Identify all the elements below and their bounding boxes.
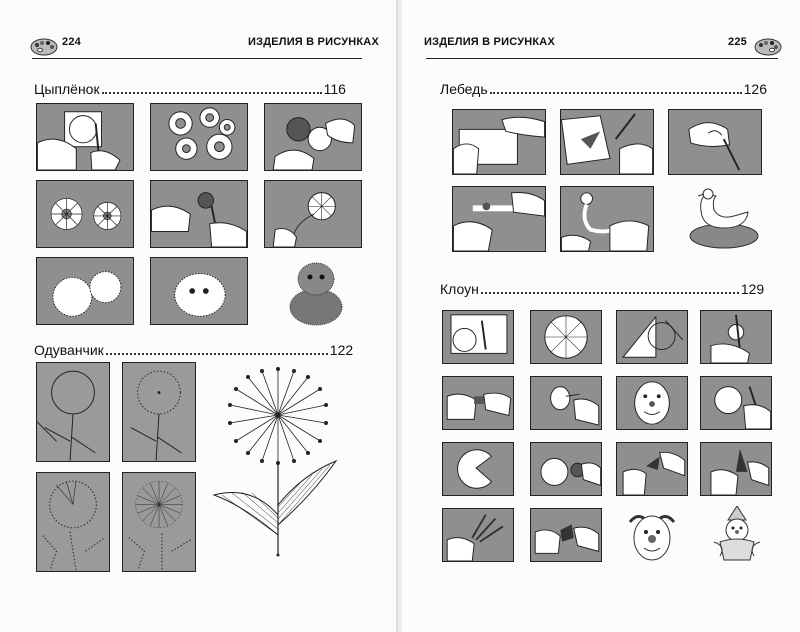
- clown-step-9: [442, 442, 514, 496]
- clown-step-12: [700, 442, 772, 496]
- clown-step-13: [442, 508, 514, 562]
- dandelion-step-1: [36, 362, 110, 462]
- section-heading-dandelion: [34, 341, 353, 359]
- left-page-number: 224: [62, 36, 81, 48]
- section-page: 126: [743, 81, 767, 97]
- right-page-number: 225: [728, 36, 747, 48]
- clown-step-4: [700, 310, 772, 364]
- header-rule: [426, 58, 778, 59]
- clown-step-8: [700, 376, 772, 430]
- dandelion-step-3: [36, 472, 110, 572]
- left-running-title: ИЗДЕЛИЯ В РИСУНКАХ: [248, 36, 379, 48]
- dandelion-step-2: [122, 362, 196, 462]
- clown-face-finished: [624, 508, 680, 564]
- dandelion-finished: [212, 365, 340, 565]
- right-page: [402, 0, 800, 632]
- header-rule: [32, 58, 362, 59]
- clown-step-5: [442, 376, 514, 430]
- section-heading-clown: [440, 280, 764, 298]
- section-page: 122: [329, 342, 354, 358]
- section-page: 116: [323, 81, 346, 97]
- clown-step-7: [616, 376, 688, 430]
- chick-step-6: [264, 180, 362, 248]
- chick-step-3: [264, 103, 362, 171]
- clown-step-6: [530, 376, 602, 430]
- section-title: Цыплёнок: [34, 81, 100, 97]
- clown-step-11: [616, 442, 688, 496]
- swan-step-5: [560, 186, 654, 252]
- dandelion-step-4: [122, 472, 196, 572]
- clown-step-2: [530, 310, 602, 364]
- right-running-title: ИЗДЕЛИЯ В РИСУНКАХ: [424, 36, 555, 48]
- chick-step-2: [150, 103, 248, 171]
- chick-step-1: [36, 103, 134, 171]
- section-heading-chick: [34, 80, 346, 98]
- clown-step-3: [616, 310, 688, 364]
- clown-doll-finished: [708, 506, 766, 566]
- chick-step-7: [36, 257, 134, 325]
- chick-finished: [278, 255, 354, 327]
- swan-finished: [684, 186, 764, 250]
- section-title: Лебедь: [440, 81, 488, 97]
- chick-step-4: [36, 180, 134, 248]
- section-title: Одуванчик: [34, 342, 104, 358]
- chick-step-8: [150, 257, 248, 325]
- clown-step-1: [442, 310, 514, 364]
- clown-step-10: [530, 442, 602, 496]
- section-title: Клоун: [440, 281, 479, 297]
- section-heading-swan: [440, 80, 767, 98]
- clown-step-14: [530, 508, 602, 562]
- chick-step-5: [150, 180, 248, 248]
- swan-step-1: [452, 109, 546, 175]
- swan-step-3: [668, 109, 762, 175]
- swan-step-2: [560, 109, 654, 175]
- section-page: 129: [740, 281, 765, 297]
- swan-step-4: [452, 186, 546, 252]
- left-page: [0, 0, 398, 632]
